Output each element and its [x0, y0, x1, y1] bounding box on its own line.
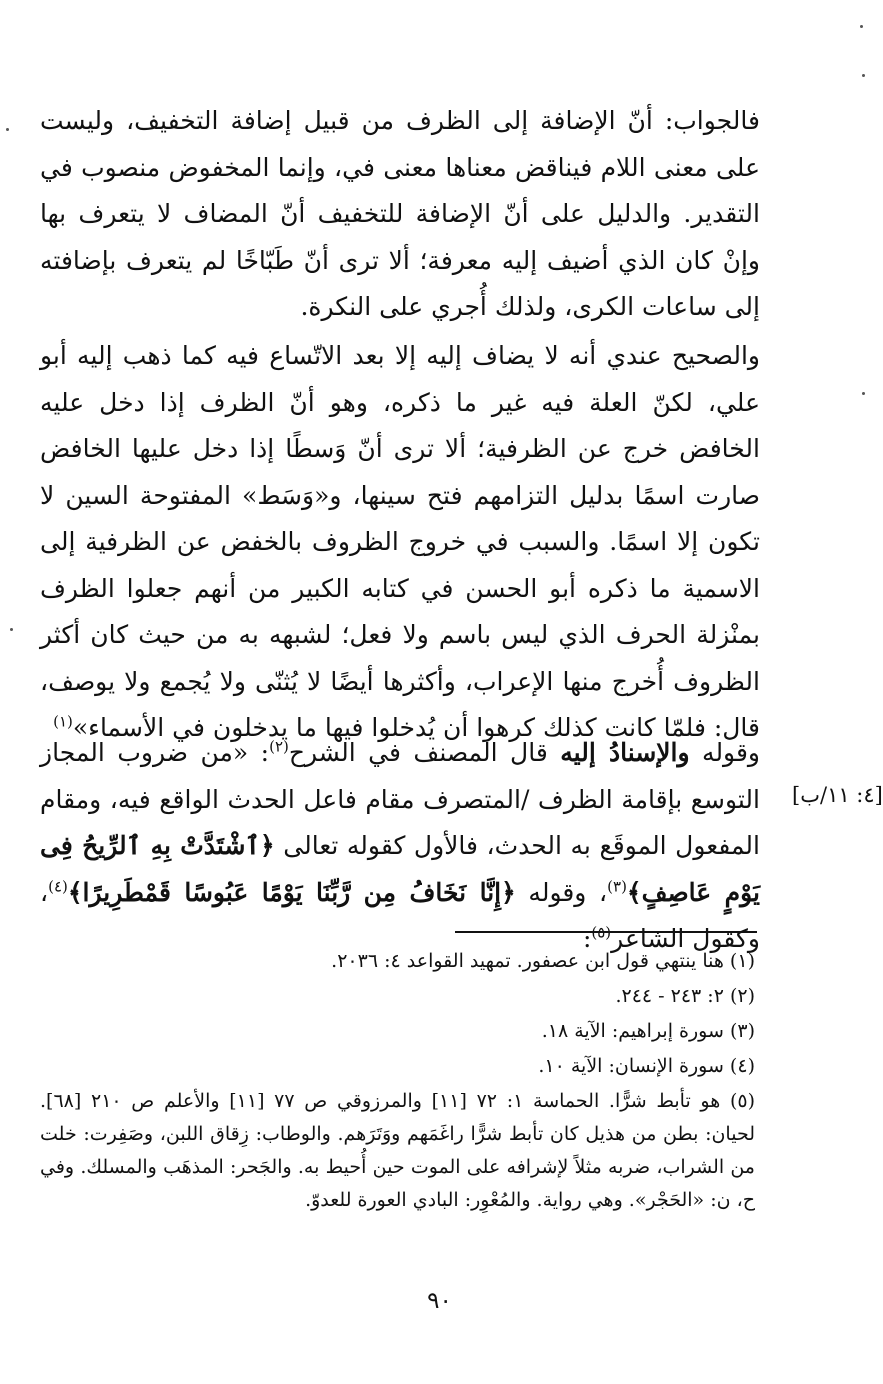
- footnote-2: (٢) ٢: ٢٤٣ - ٢٤٤.: [615, 985, 755, 1007]
- scan-speck: [10, 628, 13, 631]
- paragraph-isnad-text: وقوله: [689, 738, 760, 767]
- paragraph-isnad-text: : «من ضروب المجاز التوسع بإقامة الظرف /المتصرف مقام فاعل الحدث الواقع فيه، ومقام المفعول الموقَع به الحدث، فالأول كقوله تعالى: [40, 738, 760, 860]
- footnote-5: (٥) هو تأبط شرًّا. الحماسة ١: ٧٢ [١١] والمرزوقي ص ٧٧ [١١] والأعلم ص ٢١٠ [٦٨]. لحيان: بطن من هذيل كان تأبط شرًّا راغَمَهم ووَتَرَهم. والوطاب: زِقاق اللبن، وصَفِرت: خلت من الشراب، ضربه مثلاً لإشرافه على الموت حين أُحيط به. والجَحر: المذهَب والمسلك. وفي ح، ن: «الحَجْر». وهي رواية. والمُعْوِر: البادي العورة للعدوّ.: [40, 1090, 756, 1211]
- quran-verse-2: ﴿إِنَّا نَخَافُ مِن رَّبِّنَا يَوْمًا عَبُوسًا قَمْطَرِيرًا﴾: [67, 877, 516, 907]
- paragraph-isnad-text: :: [582, 924, 592, 953]
- footnote-3: (٣) سورة إبراهيم: الآية ١٨.: [541, 1020, 755, 1042]
- scan-speck: [6, 128, 9, 131]
- paragraph-isnad-text: ، وكقول الشاعر: [40, 877, 760, 953]
- paragraph-isnad-text: قال المصنف في الشرح: [288, 738, 561, 767]
- quran-verse-1: ﴿ٱشْتَدَّتْ بِهِ ٱلرِّيحُ فِى يَوْمٍ عَاصِفٍ﴾: [40, 831, 760, 907]
- paragraph-correct-view-text: والصحيح عندي أنه لا يضاف إليه إلا بعد الاتّساع فيه كما ذهب إليه أبو علي، لكنّ العلة فيه غير ما ذكره، وهو أنّ الظرف إذا دخل عليه الخافض خرج عن الظرفية؛ ألا ترى أنّ وَسطًا إذا دخل عليها الخافض صارت اسمًا بدليل التزامهم فتح سينها، و«وَسَط» المفتوحة السين لا تكون إلا اسمًا. والسبب في خروج الظروف بالخفض عن الظرفية إلى الاسمية ما ذكره أبو الحسن في كتابه الكبير من أنهم جعلوا الظرف بمنْزلة الحرف الذي ليس باسم ولا فعل؛ لشبهه به من حيث كان أكثر الظروف أُخرج منها الإعراب، وأكثرها أيضًا لا يُثنّى ولا يُجمع ولا يوصف، قال: فلمّا كانت كذلك كرهوا أن يُدخلوا فيها ما يدخلون في الأسماء»: [40, 341, 760, 742]
- footnote-separator: [455, 931, 757, 933]
- paragraph-isnad: [40, 730, 760, 963]
- footnote-ref-4: (٤): [48, 877, 68, 896]
- footnote-1: (١) هنا ينتهي قول ابن عصفور. تمهيد القواعد ٤: ٢٠٣٦.: [331, 950, 755, 972]
- margin-manuscript-reference: [٤: ١١/ب]: [792, 783, 883, 807]
- page-number: ٩٠: [427, 1288, 452, 1314]
- scan-speck: [860, 25, 863, 28]
- footnote-4: (٤) سورة الإنسان: الآية ١٠.: [538, 1055, 755, 1077]
- paragraph-isnad-text: ، وقوله: [515, 877, 608, 907]
- scan-speck: [862, 392, 865, 395]
- isnad-heading: والإسنادُ إليه: [560, 738, 690, 767]
- paragraph-answer-text: فالجواب: أنّ الإضافة إلى الظرف من قبيل إضافة التخفيف، وليست على معنى اللام فيناقض معناها معنى في، وإنما المخفوض منصوب في التقدير. والدليل على أنّ الإضافة للتخفيف أنّ المضاف لا يتعرف بها وإنْ كان الذي أضيف إليه معرفة؛ ألا ترى أنّ طَبّاخًا لم يتعرف بإضافته إلى ساعات الكرى، ولذلك أُجري على النكرة.: [40, 106, 760, 321]
- paragraph-answer: [40, 98, 760, 331]
- paragraph-correct-view: [40, 333, 760, 752]
- footnote-ref-1: (١): [53, 712, 73, 731]
- footnote-ref-5: (٥): [591, 923, 612, 942]
- footnote-ref-3: (٣): [607, 877, 627, 896]
- scan-speck: [862, 74, 865, 77]
- footnote-ref-2: (٢): [269, 737, 289, 756]
